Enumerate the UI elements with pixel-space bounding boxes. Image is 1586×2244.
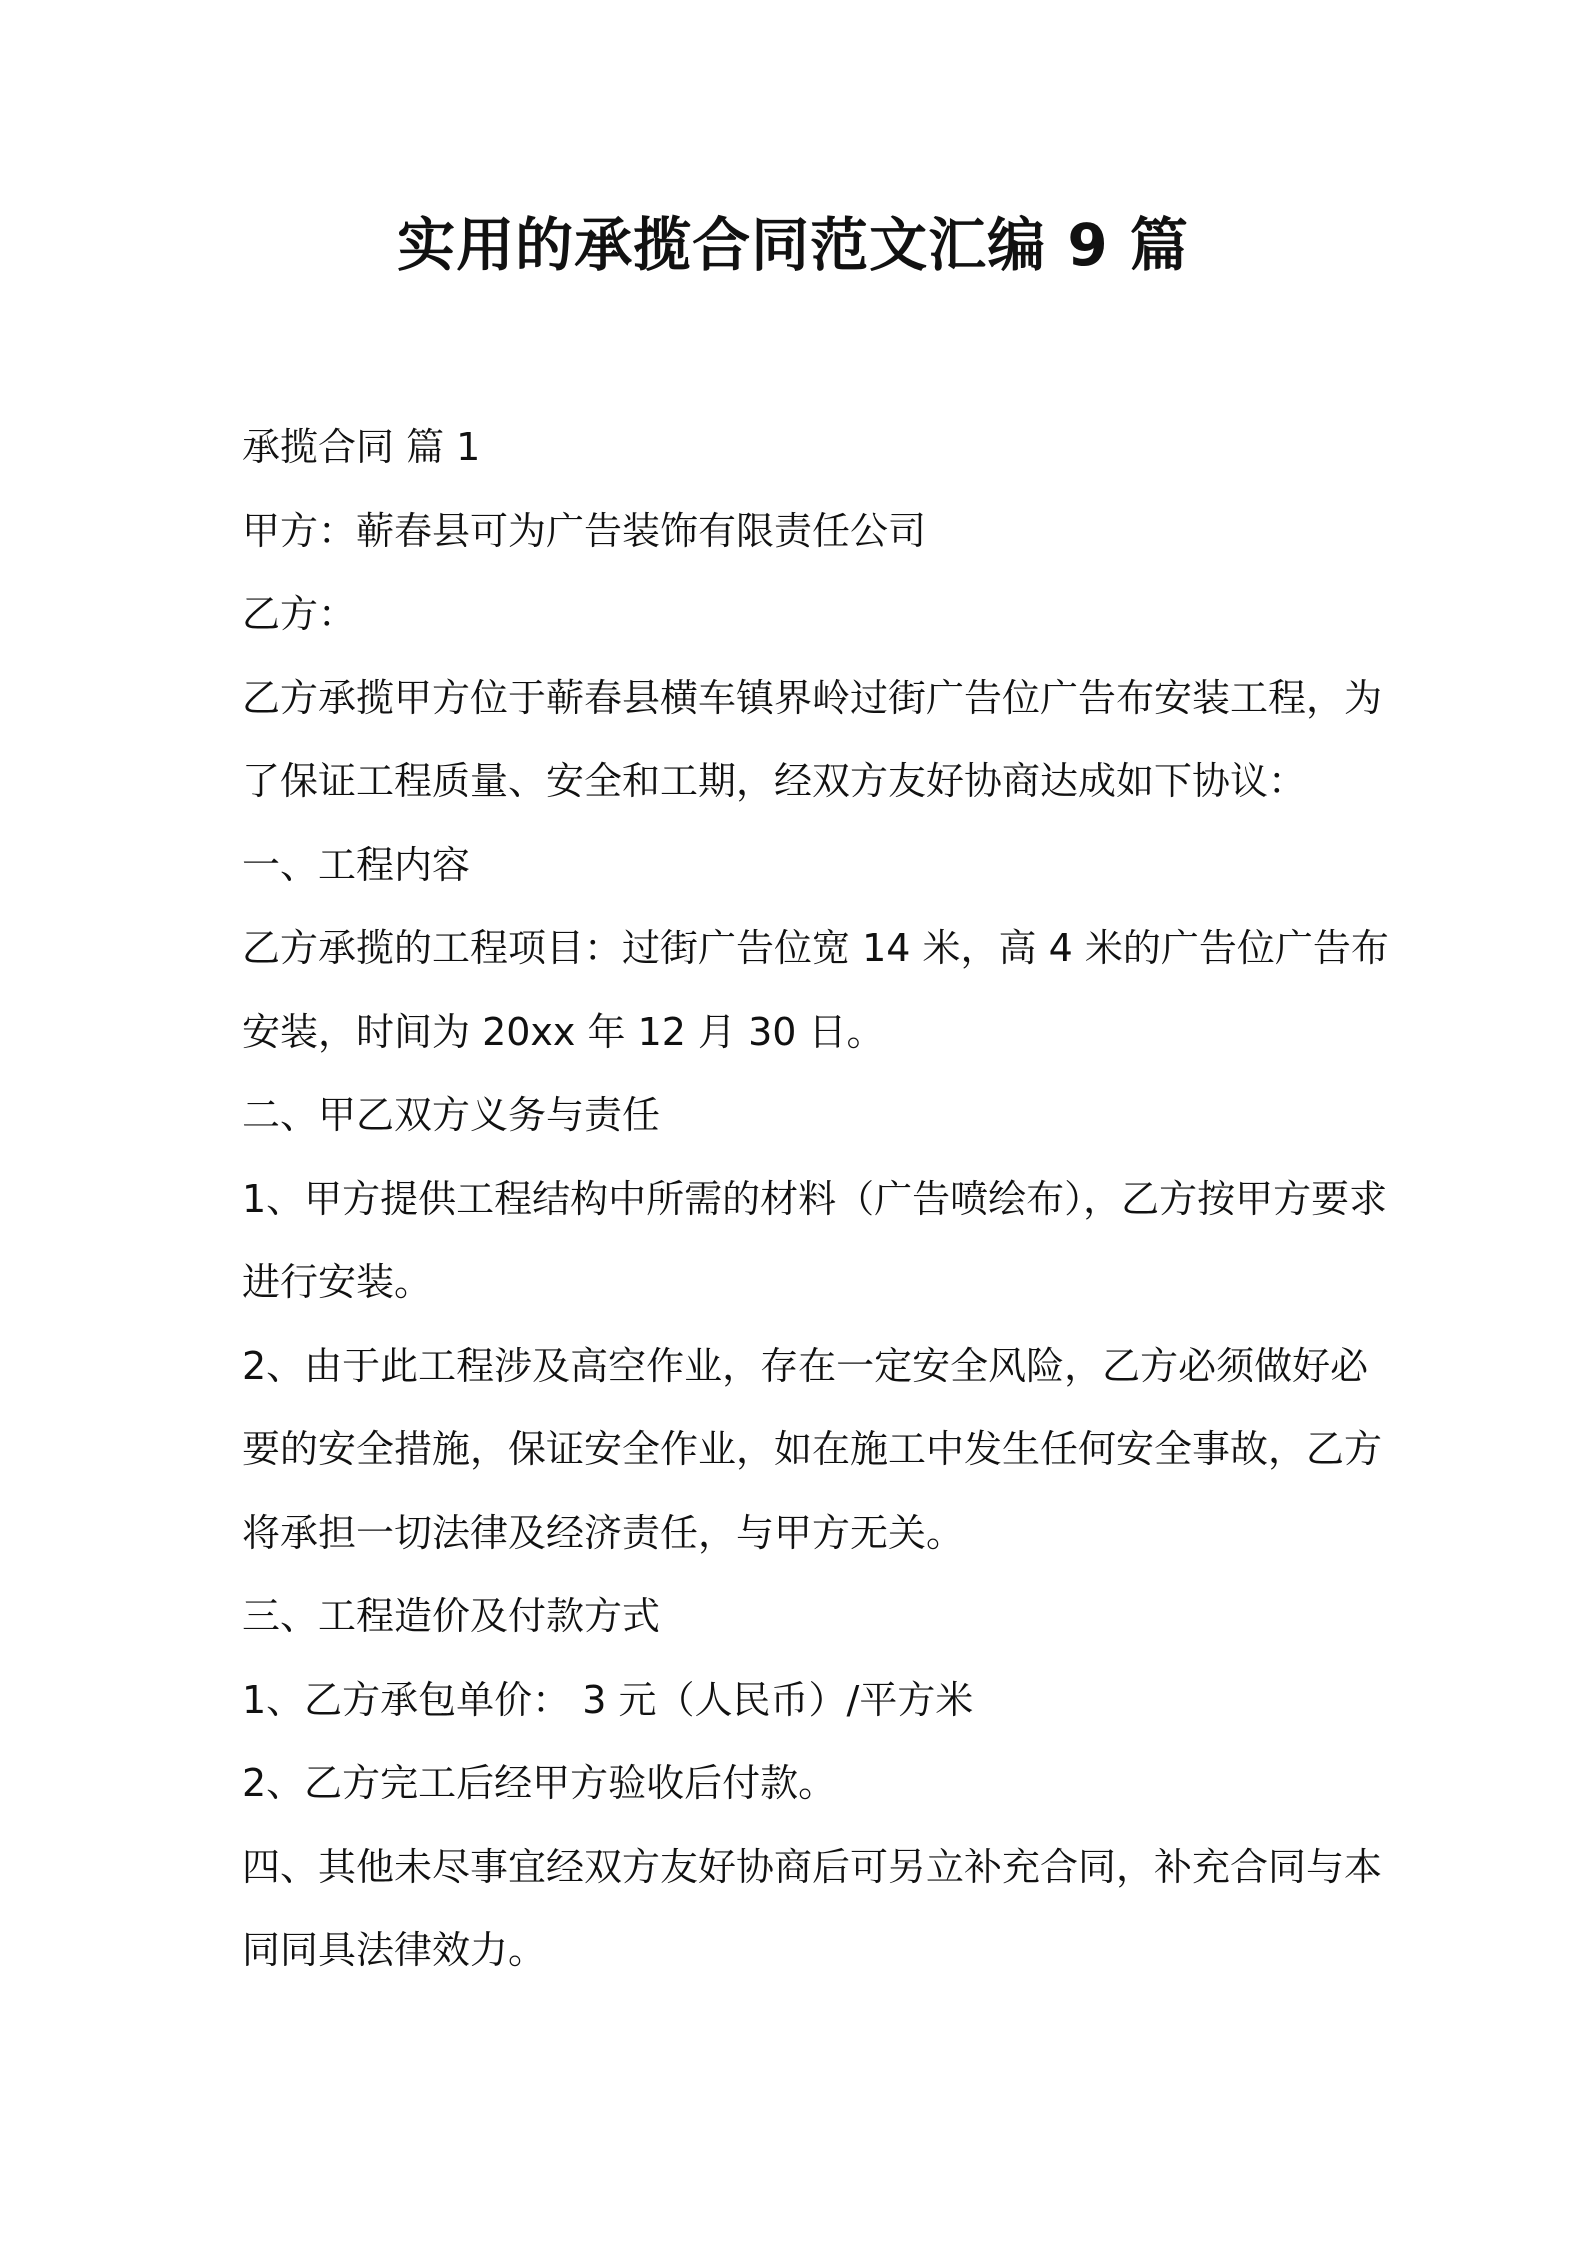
paragraph-line: 了保证工程质量、安全和工期，经双方友好协商达成如下协议： bbox=[242, 759, 1307, 803]
paragraph-line: 乙方承揽甲方位于蕲春县横车镇界岭过街广告位广告布安装工程，为 bbox=[242, 675, 1383, 720]
paragraph-line: 2、乙方完工后经甲方验收后付款。 bbox=[242, 1761, 837, 1805]
party-a-line: 甲方：蕲春县可为广告装饰有限责任公司 bbox=[242, 508, 927, 553]
document-title: 实用的承揽合同范文汇编 9 篇 bbox=[397, 211, 1189, 279]
paragraph-line: 将承担一切法律及经济责任，与甲方无关。 bbox=[242, 1510, 965, 1555]
clause-heading: 三、工程造价及付款方式 bbox=[242, 1594, 661, 1638]
document-body bbox=[242, 406, 1389, 1993]
paragraph-line: 1、甲方提供工程结构中所需的材料（广告喷绘布），乙方按甲方要求 bbox=[242, 1176, 1388, 1221]
paragraph-line: 安装，时间为 20xx 年 12 月 30 日。 bbox=[242, 1009, 885, 1054]
paragraph-line: 四、其他未尽事宜经双方友好协商后可另立补充合同，补充合同与本 bbox=[242, 1844, 1383, 1889]
clause-heading: 一、工程内容 bbox=[242, 842, 471, 887]
party-b-line: 乙方： bbox=[242, 592, 357, 636]
clause-heading: 二、甲乙双方义务与责任 bbox=[242, 1093, 661, 1137]
paragraph-line: 进行安装。 bbox=[242, 1260, 433, 1304]
paragraph-line: 2、由于此工程涉及高空作业，存在一定安全风险，乙方必须做好必 bbox=[242, 1343, 1369, 1388]
paragraph-line: 乙方承揽的工程项目：过街广告位宽 14 米，高 4 米的广告位广告布 bbox=[242, 926, 1389, 970]
paragraph-line: 要的安全措施，保证安全作业，如在施工中发生任何安全事故，乙方 bbox=[242, 1427, 1383, 1471]
paragraph-line: 同同具法律效力。 bbox=[242, 1928, 547, 1972]
paragraph-line: 1、乙方承包单价： 3 元（人民币）/平方米 bbox=[242, 1677, 974, 1722]
section-heading: 承揽合同 篇 1 bbox=[242, 425, 481, 469]
